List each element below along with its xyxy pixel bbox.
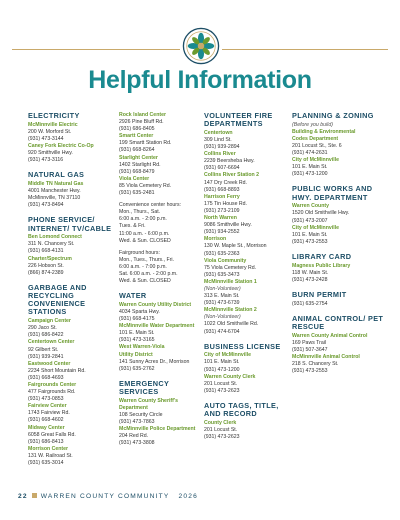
contact-detail: (931) 668-8264 (119, 147, 155, 154)
contact-detail: Wed. & Sun. CLOSED (119, 278, 171, 285)
contact-detail: (Non-Volunteer) (204, 314, 241, 321)
contact-detail: (931) 474-2631 (292, 150, 328, 157)
contact-detail: Tues. & Fri. (119, 223, 146, 230)
contact-detail: 1520 Old Smithville Hwy. (292, 210, 350, 217)
contact-name: Smartt Center (119, 133, 154, 140)
page-footer (18, 493, 198, 500)
contact-detail: (931) 473-2553 (292, 368, 328, 375)
contact-detail: 2926 Pine Bluff Rd. (119, 119, 164, 126)
contact-name: Building & Environmental (292, 128, 356, 135)
contact-detail: 6:00 a.m. - 2:00 p.m. (119, 216, 167, 223)
contact-name: City of McMinnville (292, 224, 339, 231)
contact-name: Viola Community (204, 257, 247, 264)
contact-name: Eastwood Center (28, 360, 71, 367)
contact-name: Middle TN Natural Gas (28, 180, 84, 187)
contact-detail: (931) 939-2841 (28, 353, 64, 360)
contact-detail: 226 Hobson St. (28, 262, 64, 269)
contact-detail: 6058 Great Falls Rd. (28, 431, 76, 438)
section-heading: VOLUNTEER FIRE DEPARTMENTS (204, 111, 273, 129)
column-1 (28, 112, 116, 474)
section-heading: LIBRARY CARD (292, 251, 352, 261)
section-heading: NATURAL GAS (28, 170, 85, 180)
contact-name: Viola Center (119, 175, 150, 182)
contact-name: McMinnville Station 1 (204, 278, 257, 285)
section-heading: EMERGENCY SERVICES (119, 378, 170, 396)
info-section (119, 380, 201, 448)
contact-detail: 201 Locust St. (204, 380, 238, 387)
contact-detail: 141 Sunny Acres Dr., Morrison (119, 358, 190, 365)
contact-detail: 2234 Short Mountain Rd. (28, 367, 86, 374)
contact-detail: 101 E. Main St. (292, 164, 328, 171)
publication-name: WARREN COUNTY COMMUNITY (40, 493, 170, 500)
contact-detail: 313 E. Main St. (204, 293, 240, 300)
contact-name: Starlight Center (119, 154, 158, 161)
page-number: 22 (18, 493, 28, 500)
contact-name: McMinnville Electric (28, 121, 78, 128)
contact-detail: (931) 473-3116 (28, 157, 64, 164)
contact-detail: (931) 635-3473 (204, 271, 240, 278)
contact-name: City of McMinnville (292, 157, 339, 164)
header-rule-right (222, 49, 388, 50)
contact-detail: (931) 473-2428 (292, 276, 328, 283)
contact-detail: Wed. & Sun. CLOSED (119, 237, 171, 244)
contact-detail: 290 Jaco St. (28, 325, 57, 332)
publication-year: 2026 (178, 493, 199, 500)
contact-detail: 920 Smithville Hwy. (28, 150, 73, 157)
info-section (292, 253, 390, 284)
contact-name: Warren County Utility District (119, 301, 192, 308)
contact-detail: (931) 473-2623 (204, 387, 240, 394)
contact-name: Centertown (204, 129, 233, 136)
contact-detail: (931) 473-3144 (28, 135, 64, 142)
info-section (28, 216, 116, 276)
contact-name: McMinnville Animal Control (292, 353, 360, 360)
contact-detail: (931) 473-2007 (292, 217, 328, 224)
contact-name: Midway Center (28, 424, 65, 431)
page-header (0, 0, 400, 100)
contact-detail: (931) 668-8893 (204, 186, 240, 193)
contact-name: Warren County Sheriff's (119, 397, 178, 404)
contact-name: McMinnville Station 2 (204, 307, 257, 314)
contact-detail: 201 Locust St. (204, 426, 238, 433)
info-section (292, 112, 390, 178)
contact-detail: (931) 668-4131 (28, 248, 64, 255)
contact-detail: (931) 668-4602 (28, 417, 64, 424)
contact-name: Collins River Station 2 (204, 172, 260, 179)
contact-name: West Warren-Viola (119, 344, 165, 351)
section-heading: ANIMAL CONTROL/ PET RESCUE (292, 313, 384, 331)
contact-detail: Mon., Tues., Thurs., Fri. (119, 256, 174, 263)
contact-name: Harrison Ferry (204, 193, 240, 200)
contact-name: Utility District (119, 351, 153, 358)
contact-detail: (931) 668-8479 (119, 168, 155, 175)
contact-detail: 218 S. Chancery St. (292, 360, 339, 367)
contact-detail: 9086 Smithville Hwy. (204, 222, 252, 229)
contact-detail: (931) 635-3014 (28, 460, 64, 466)
contact-name: North Warren (204, 215, 237, 222)
info-section (28, 171, 116, 209)
contact-name: Campaign Center (28, 318, 71, 325)
contact-name: Department (119, 404, 148, 411)
info-section (292, 185, 390, 245)
contact-name: Collins River (204, 151, 236, 158)
contact-name: McMinnville Water Department (119, 323, 195, 330)
contact-detail: (931) 473-2553 (292, 238, 328, 245)
contact-detail: 204 Red Rd. (119, 433, 149, 440)
contact-detail: (931) 686-8422 (28, 332, 64, 339)
contact-name: County Clerk (204, 419, 237, 426)
info-section (204, 402, 292, 441)
header-rule-left (12, 49, 180, 50)
section-heading: ELECTRICITY (28, 111, 80, 120)
contact-detail: McMinnville, TN 37110 (28, 195, 81, 202)
contact-detail: 2239 Beersheba Hwy. (204, 158, 255, 165)
info-section (119, 292, 201, 373)
info-section (292, 291, 390, 308)
contact-detail: (931) 473-1200 (292, 171, 328, 178)
contact-detail: 108 Security Circle (119, 411, 163, 418)
info-section (292, 315, 390, 375)
contact-detail: (931) 473-7863 (119, 418, 155, 425)
contact-detail: Sat. 6:00 a.m. - 2:00 p.m. (119, 270, 178, 277)
contact-detail: (931) 635-2762 (119, 365, 155, 372)
contact-detail: Convenience center hours: (119, 202, 181, 209)
contact-detail: 4034 Sparta Hwy. (119, 308, 160, 315)
contact-detail: 1022 Old Smithville Rd. (204, 321, 259, 328)
contact-detail: 1743 Fairview Rd. (28, 410, 70, 417)
contact-detail: (931) 668-4175 (119, 316, 155, 323)
contact-detail: 131 W. Railroad St. (28, 452, 73, 459)
contact-detail: (931) 273-2109 (204, 207, 240, 214)
contact-detail: 101 E. Main St. (292, 231, 328, 238)
contact-detail: Fairground hours: (119, 249, 160, 256)
contact-detail: 175 Tin House Rd. (204, 200, 247, 207)
contact-detail: (Non-Volunteer) (204, 285, 241, 292)
contact-detail: 311 N. Chancery St. (28, 241, 75, 248)
contact-detail: (931) 473-8494 (28, 202, 64, 209)
contact-detail: 75 Viola Cemetery Rd. (204, 264, 257, 271)
contact-name: Fairgrounds Center (28, 381, 77, 388)
contact-name: Codes Department (292, 135, 339, 142)
contact-detail: 11:00 a.m. - 6:00 p.m. (119, 230, 170, 237)
contact-name: Morrison Center (28, 445, 69, 452)
contact-detail: 201 Locust St., Ste. 6 (292, 142, 342, 149)
column-2 (119, 112, 201, 454)
contact-detail: (931) 473-3165 (119, 337, 155, 344)
contact-name: Morrison (204, 236, 227, 243)
info-section (204, 343, 292, 395)
section-heading: PHONE SERVICE/ INTERNET/ TV/CABLE (28, 215, 112, 233)
contact-detail: 4001 Manchester Hwy. (28, 188, 81, 195)
contact-detail: (931) 686-8413 (28, 438, 64, 445)
contact-name: Rock Island Center (119, 112, 166, 118)
contact-detail: (931) 473-0853 (28, 396, 64, 403)
contact-detail: Mon., Thurs., Sat. (119, 209, 161, 216)
contact-detail: 6:00 a.m. - 7:00 p.m. (119, 263, 167, 270)
county-seal-emblem-icon (182, 27, 220, 65)
page-title: Helpful Information (88, 66, 312, 94)
contact-detail: 101 E. Main St. (119, 330, 155, 337)
info-section (119, 112, 201, 285)
section-heading: AUTO TAGS, TITLE, AND RECORD (204, 400, 279, 419)
contact-name: Caney Fork Electric Co-Op (28, 142, 94, 149)
contact-detail: (931) 635-2754 (292, 300, 328, 307)
contact-detail: 1402 Starlight Rd. (119, 161, 161, 168)
section-heading: GARBAGE AND RECYCLING CONVENIENCE STATIONS (28, 282, 87, 317)
contact-name: Warren County Animal Control (292, 332, 368, 339)
contact-detail: (931) 473-3808 (119, 440, 155, 447)
section-heading: BUSINESS LICENSE (204, 341, 281, 351)
contact-detail: 147 Dry Creek Rd. (204, 179, 247, 186)
contact-detail: 199 Smartt Station Rd. (119, 140, 172, 147)
contact-detail: (931) 474-6704 (204, 328, 240, 335)
contact-name: Warren County Clerk (204, 373, 256, 380)
contact-name: Fairview Center (28, 403, 67, 410)
contact-detail: 85 Viola Cemetery Rd. (119, 182, 172, 189)
contact-detail: (931) 939-2894 (204, 144, 240, 151)
contact-detail: 101 E. Main St. (204, 359, 240, 366)
contact-detail: 477 Fairgrounds Rd. (28, 389, 76, 396)
contact-detail: (931) 473-6739 (204, 300, 240, 307)
contact-detail: (931) 686-8405 (119, 126, 155, 133)
contact-name: Charter/Spectrum (28, 255, 72, 262)
contact-detail: 92 Gilbert St. (28, 346, 59, 353)
contact-detail: (931) 473-2623 (204, 433, 240, 440)
contact-detail: (931) 668-4693 (28, 374, 64, 381)
contact-detail: (866) 874-2389 (28, 269, 64, 276)
contact-name: Magness Public Library (292, 262, 351, 269)
contact-detail: 130 W. Maple St., Morrison (204, 243, 267, 250)
footer-square-icon (32, 493, 37, 498)
contact-name: Ben Lomond Connect (28, 234, 82, 241)
section-heading: BURN PERMIT (292, 289, 347, 299)
info-section (204, 112, 292, 336)
info-section (28, 284, 116, 467)
contact-name: Centertown Center (28, 339, 75, 346)
contact-detail: (931) 635-2363 (204, 250, 240, 257)
contact-detail: (931) 507-3647 (292, 346, 328, 353)
column-3 (204, 112, 292, 448)
contact-detail: (931) 473-1200 (204, 366, 240, 373)
contact-detail: (931) 934-2552 (204, 229, 240, 236)
contact-name: Warren County (292, 203, 329, 210)
contact-detail: 169 Paws Trail (292, 339, 327, 346)
section-heading: PUBLIC WORKS AND HWY. DEPARTMENT (292, 184, 373, 202)
contact-name: City of McMinnville (204, 352, 251, 359)
column-4 (292, 112, 390, 382)
contact-name: McMinnville Police Department (119, 426, 196, 433)
contact-detail: (931) 607-6694 (204, 165, 240, 172)
contact-detail: 309 Lind St. (204, 137, 232, 143)
contact-detail: (931) 635-2481 (119, 190, 155, 197)
info-section (28, 112, 116, 164)
contact-detail: 118 W. Main St. (292, 269, 329, 276)
section-heading: WATER (119, 291, 147, 301)
contact-detail: (Before you build) (292, 121, 333, 128)
contact-detail: 200 W. Morford St. (28, 128, 72, 135)
section-heading: PLANNING & ZONING (292, 111, 374, 120)
